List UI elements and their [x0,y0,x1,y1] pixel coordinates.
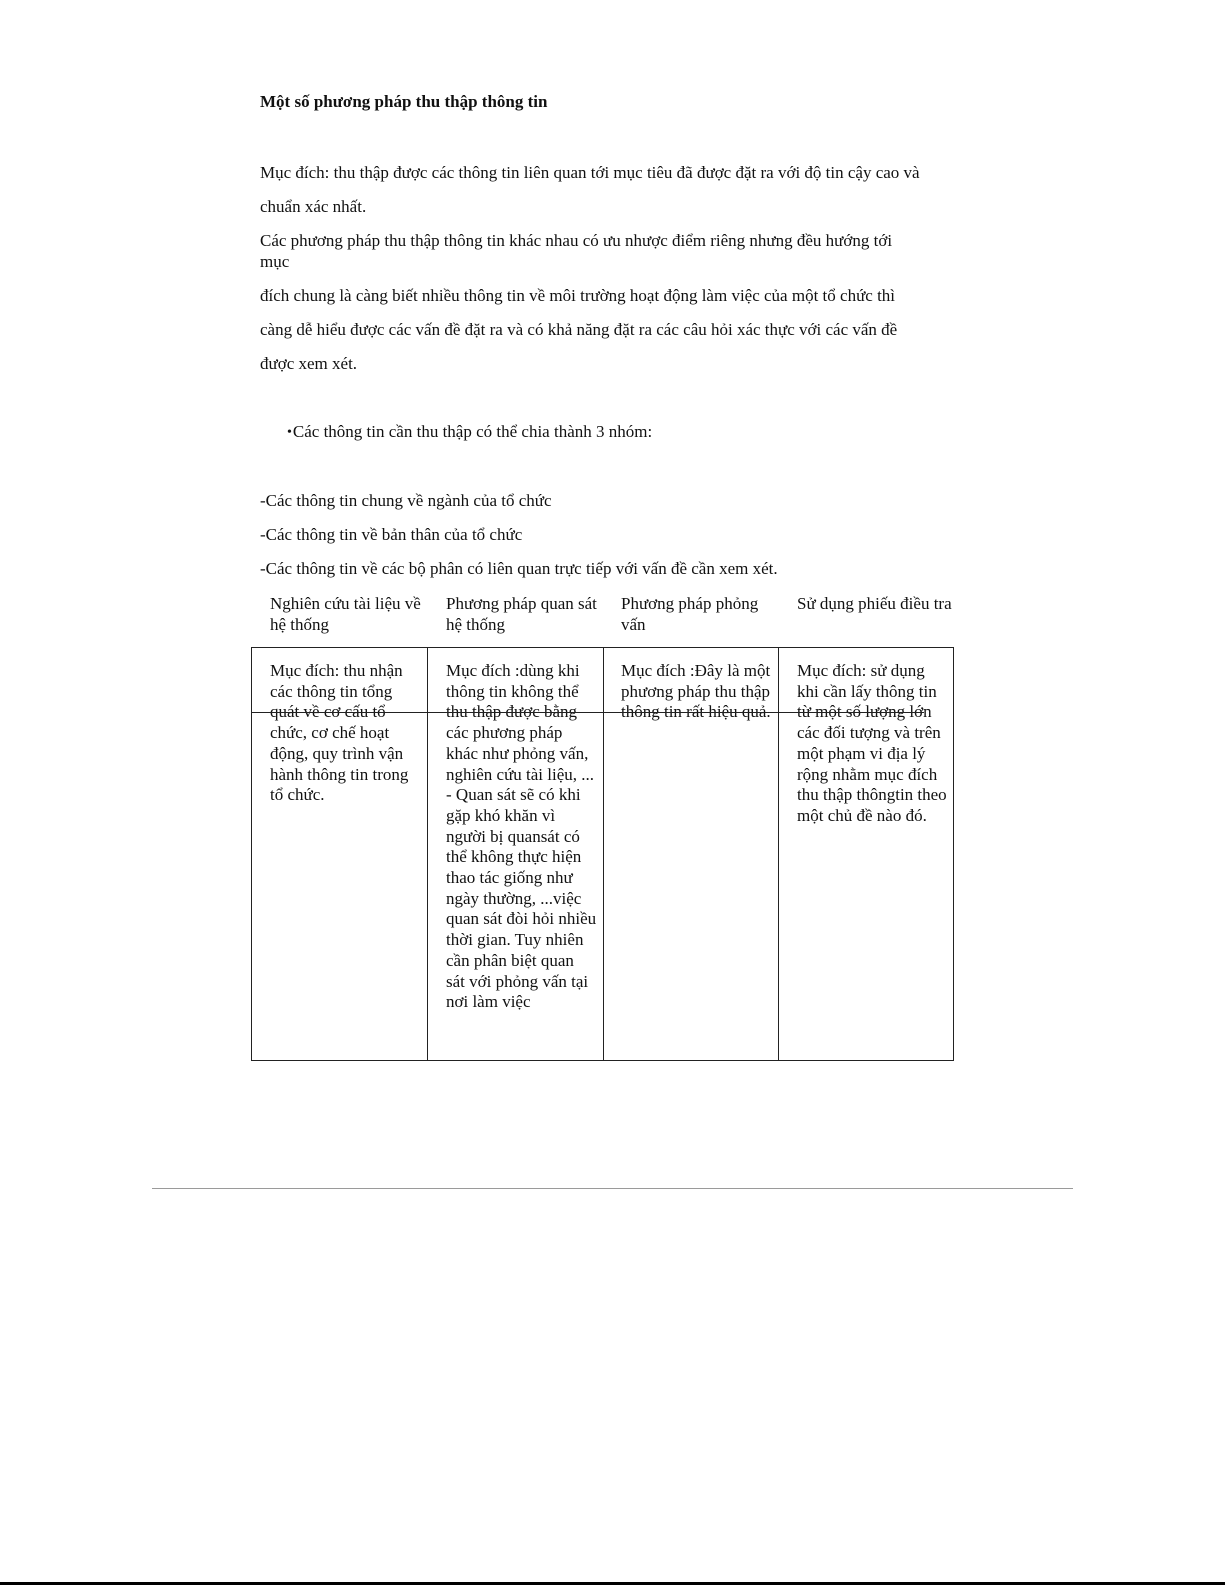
group-item-1: -Các thông tin chung về ngành của tổ chức [260,491,552,510]
strikethrough-line [252,712,924,713]
table-header-interview: Phương pháp phỏng vấn [621,594,759,634]
purpose-line-1: Mục đích: thu thập được các thông tin liên quan tới mục tiêu đã được đặt ra với độ tin cậy cao và [260,163,920,182]
table-cell-document-research: Mục đích: thu nhận các thông tin tổng quát về cơ cấu tổ chức, cơ chế hoạt động, quy trình vận hành thông tin trong tổ chức. [270,661,409,805]
group-item-2: -Các thông tin về bản thân của tổ chức [260,525,523,544]
column-divider [778,648,779,1060]
methods-line-3: đích chung là càng biết nhiều thông tin về môi trường hoạt động làm việc của một tổ chức thì [260,286,896,305]
methods-table [251,647,954,1061]
methods-line-1: Các phương pháp thu thập thông tin khác nhau có ưu nhược điểm riêng nhưng đều hướng tới [260,231,893,250]
table-header-survey: Sử dụng phiếu điều tra [797,594,952,613]
bullet-text: Các thông tin cần thu thập có thể chia thành 3 nhóm: [292,422,653,441]
purpose-line-2: chuẩn xác nhất. [260,197,367,216]
methods-line-2: mục [260,252,290,271]
column-divider [427,648,428,1060]
table-cell-survey: Mục đích: sử dụng khi cần lấy thông tin từ một số lượng lớn các đối tượng và trên một phạm vi địa lý rộng nhằm mục đích thu thập thôngtin theo một chủ đề nào đó. [797,661,947,825]
document-title: Một số phương pháp thu thập thông tin [260,92,548,111]
page-divider [152,1188,1073,1189]
column-divider [603,648,604,1060]
table-cell-interview: Mục đích :Đây là một phương pháp thu thập thông tin rất hiệu quả. [621,661,771,722]
bullet-item [287,422,652,442]
methods-line-5: được xem xét. [260,354,358,373]
bullet-dot-icon: • [287,425,292,440]
table-header-document-research: Nghiên cứu tài liệu về hệ thống [270,594,421,634]
group-item-3: -Các thông tin về các bộ phân có liên quan trực tiếp với vấn đề cần xem xét. [260,559,778,578]
methods-line-4: càng dễ hiểu được các vấn đề đặt ra và có khả năng đặt ra các câu hỏi xác thực với các vấn đề [260,320,898,339]
table-cell-observation: Mục đích :dùng khi thông tin không thể thu thập được bằng các phương pháp khác như phỏng vấn, nghiên cứu tài liệu, ... - Quan sát sẽ có khi gặp khó khăn vì người bị quansát có thể không thực hiện thao tác giống như ngày thường, ...việc quan sát đòi hỏi nhiều thời gian. Tuy nhiên cần phân biệt quan sát với phỏng vấn tại nơi làm việc [446,661,597,1012]
table-header-observation: Phương pháp quan sát hệ thống [446,594,597,634]
